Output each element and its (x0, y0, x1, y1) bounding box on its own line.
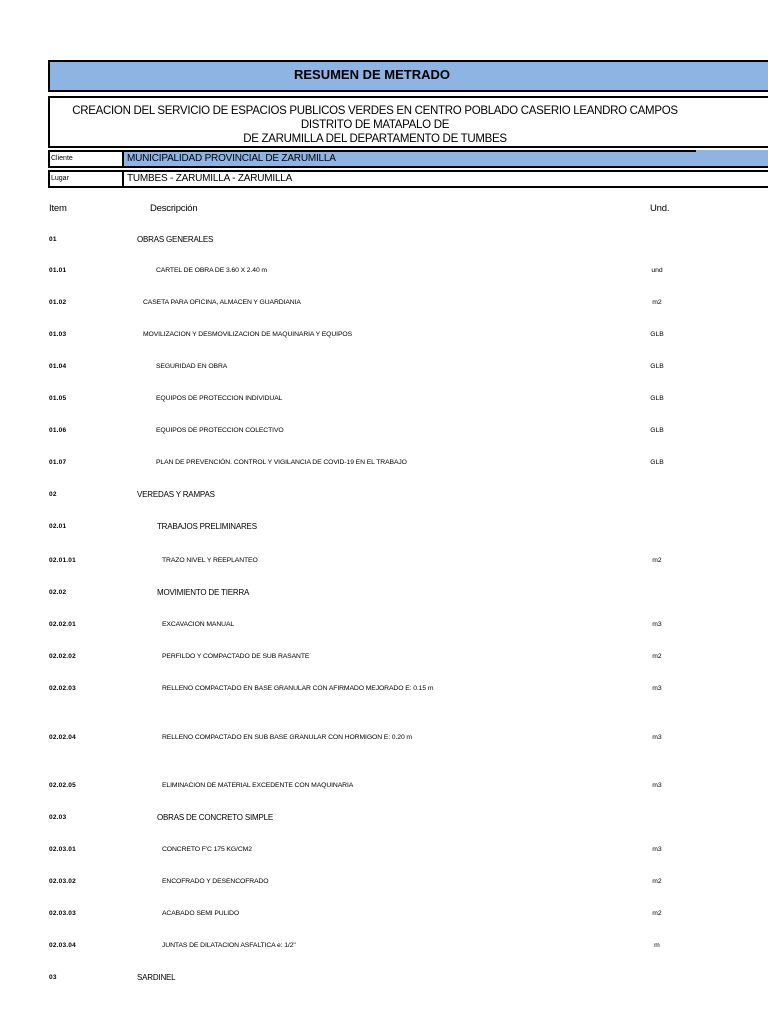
row-unit: m3 (652, 782, 662, 789)
row-description: PLAN DE PREVENCIÓN. CONTROL Y VIGILANCIA DE COVID-19 EN EL TRABAJO (156, 459, 407, 466)
table-row (0, 359, 768, 375)
row-item-code: 02.03.03 (49, 910, 76, 917)
row-item-code: 01.04 (49, 363, 67, 370)
client-value: MUNICIPALIDAD PROVINCIAL DE ZARUMILLA (127, 153, 336, 164)
table-row (0, 327, 768, 343)
table-row (0, 938, 768, 954)
row-description: PERFILDO Y COMPACTADO DE SUB RASANTE (162, 653, 310, 660)
table-row (0, 681, 768, 697)
table-row (0, 553, 768, 569)
table-row (0, 778, 768, 794)
row-description: OBRAS GENERALES (137, 235, 214, 244)
table-row (0, 519, 768, 535)
page-title: RESUMEN DE METRADO (293, 67, 450, 82)
row-item-code: 01.01 (49, 267, 67, 274)
row-description: RELLENO COMPACTADO EN BASE GRANULAR CON AFIRMADO MEJORADO E: 0.15 m (162, 685, 434, 692)
table-row (0, 263, 768, 279)
table-row (0, 455, 768, 471)
row-unit: m3 (652, 621, 662, 628)
table-row (0, 730, 768, 746)
table-row (0, 391, 768, 407)
row-item-code: 02.03 (49, 814, 67, 821)
row-unit: GLB (650, 395, 664, 402)
place-label: Lugar (51, 175, 69, 182)
row-description: ELIMINACION DE MATERIAL EXCEDENTE CON MAQUINARIA (162, 782, 354, 789)
row-item-code: 02.02.05 (49, 782, 76, 789)
row-item-code: 02.02.01 (49, 621, 76, 628)
row-unit: GLB (650, 363, 664, 370)
project-line-2: DE ZARUMILLA DEL DEPARTAMENTO DE TUMBES (243, 133, 507, 145)
row-item-code: 02.03.04 (49, 942, 76, 949)
row-description: RELLENO COMPACTADO EN SUB BASE GRANULAR CON HORMIGON E: 0.20 m (162, 734, 412, 741)
row-unit: m3 (652, 846, 662, 853)
row-description: MOVILIZACION Y DESMOVILIZACION DE MAQUINARIA Y EQUIPOS (143, 331, 353, 338)
row-description: EQUIPOS DE PROTECCION INDIVIDUAL (156, 395, 283, 402)
table-row (0, 232, 768, 248)
row-item-code: 01.05 (49, 395, 67, 402)
row-description: SARDINEL (137, 973, 176, 982)
row-unit: m2 (652, 878, 662, 885)
row-description: SEGURIDAD EN OBRA (156, 363, 228, 370)
project-description (52, 104, 698, 146)
column-header-description: Descripción (150, 203, 198, 214)
row-description: TRAZO NIVEL Y REEPLANTEO (162, 557, 258, 564)
row-description: ENCOFRADO Y DESENCOFRADO (162, 878, 269, 885)
row-item-code: 01.02 (49, 299, 67, 306)
row-description: CARTEL DE OBRA DE 3.60 X 2.40 m (156, 267, 267, 274)
row-item-code: 02.03.02 (49, 878, 76, 885)
client-divider (122, 150, 124, 168)
row-description: TRABAJOS PRELIMINARES (157, 522, 257, 531)
table-row (0, 487, 768, 503)
row-item-code: 02 (49, 491, 57, 498)
row-item-code: 01.06 (49, 427, 67, 434)
row-description: CASETA PARA OFICINA, ALMACEN Y GUARDIANIA (143, 299, 301, 306)
row-item-code: 01.07 (49, 459, 67, 466)
row-item-code: 02.02.02 (49, 653, 76, 660)
table-row (0, 810, 768, 826)
row-unit: GLB (650, 459, 664, 466)
row-description: OBRAS DE CONCRETO SIMPLE (157, 813, 273, 822)
table-row (0, 617, 768, 633)
column-header-item: Item (49, 203, 67, 214)
row-item-code: 02.02.03 (49, 685, 76, 692)
row-description: EXCAVACION MANUAL (162, 621, 235, 628)
row-item-code: 03 (49, 974, 57, 981)
row-description: CONCRETO F'C 175 KG/CM2 (162, 846, 252, 853)
row-unit: m2 (652, 299, 662, 306)
table-row (0, 874, 768, 890)
row-item-code: 01.03 (49, 331, 67, 338)
row-description: JUNTAS DE DILATACION ASFALTICA e: 1/2" (162, 942, 296, 949)
row-unit: GLB (650, 331, 664, 338)
row-unit: m2 (652, 653, 662, 660)
row-description: EQUIPOS DE PROTECCION COLECTIVO (156, 427, 284, 434)
table-row (0, 906, 768, 922)
row-description: VEREDAS Y RAMPAS (137, 490, 215, 499)
row-item-code: 02.02.04 (49, 734, 76, 741)
row-item-code: 01 (49, 236, 57, 243)
row-item-code: 02.01.01 (49, 557, 76, 564)
client-label: Cliente (51, 155, 73, 162)
row-unit: m3 (652, 685, 662, 692)
row-description: MOVIMIENTO DE TIERRA (157, 588, 250, 597)
row-unit: m (654, 942, 660, 949)
row-item-code: 02.01 (49, 523, 67, 530)
table-row (0, 585, 768, 601)
table-row (0, 842, 768, 858)
table-row (0, 295, 768, 311)
client-row-extension (696, 150, 768, 166)
row-unit: GLB (650, 427, 664, 434)
project-line-1: CREACION DEL SERVICIO DE ESPACIOS PUBLICOS VERDES EN CENTRO POBLADO CASERIO LEANDRO CAMPOS DISTRITO DE MATAPALO DE (72, 105, 678, 131)
row-description: ACABADO SEMI PULIDO (162, 910, 240, 917)
table-row (0, 423, 768, 439)
row-item-code: 02.03.01 (49, 846, 76, 853)
row-unit: m3 (652, 734, 662, 741)
place-value: TUMBES - ZARUMILLA - ZARUMILLA (127, 173, 293, 184)
table-row (0, 649, 768, 665)
row-unit: m2 (652, 910, 662, 917)
row-unit: m2 (652, 557, 662, 564)
row-item-code: 02.02 (49, 589, 67, 596)
column-header-unit: Und. (650, 203, 670, 214)
place-divider (122, 170, 124, 188)
row-unit: und (651, 267, 663, 274)
table-row (0, 970, 768, 986)
